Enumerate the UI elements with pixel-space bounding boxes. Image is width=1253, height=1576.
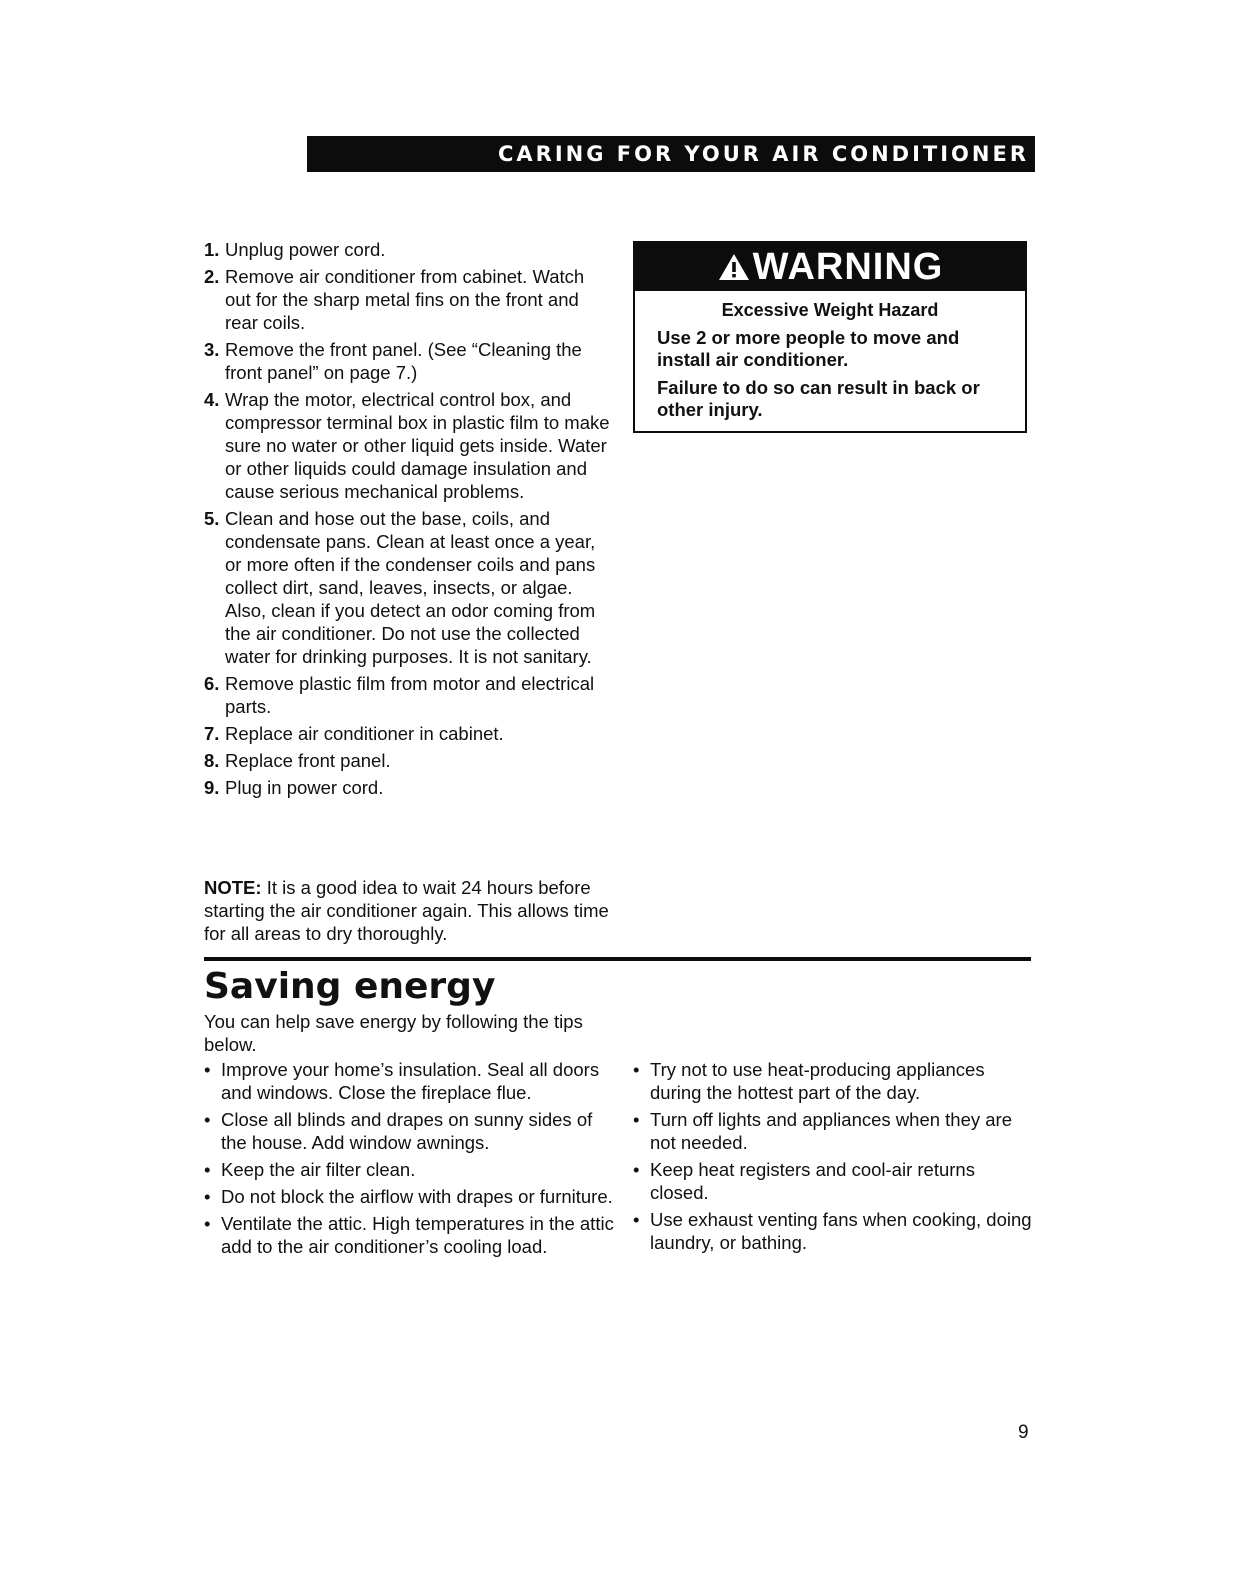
warning-subtitle: Excessive Weight Hazard (721, 300, 939, 320)
list-item (204, 507, 614, 668)
list-item (204, 1158, 619, 1181)
tip-text: Try not to use heat-producing appliances during the hottest part of the day. (650, 1059, 985, 1103)
section-header-bar (307, 136, 1035, 172)
list-item (633, 1208, 1033, 1254)
bullet-icon: • (633, 1159, 640, 1180)
tip-text: Keep heat registers and cool-air returns closed. (650, 1159, 975, 1203)
step-text: Replace front panel. (225, 750, 391, 771)
step-text: Plug in power cord. (225, 777, 384, 798)
section-header-title: CARING FOR YOUR AIR CONDITIONER (497, 142, 1029, 166)
warning-title: WARNING (752, 245, 944, 288)
step-text: Clean and hose out the base, coils, and condensate pans. Clean at least once a year, or more often if the condenser coils and pans collect dirt, sand, leaves, insects, or algae. Also, clean if you detect an odor coming from the air conditioner. Do not use the collected water for drinking purposes. It is not sanitary. (225, 508, 596, 667)
step-number: 7. (204, 723, 220, 744)
bullet-icon: • (633, 1209, 640, 1230)
list-item (204, 672, 614, 718)
section-title: Saving energy (204, 966, 496, 1007)
tip-text: Improve your home’s insulation. Seal all doors and windows. Close the fireplace flue. (221, 1059, 600, 1103)
list-item (633, 1158, 1033, 1204)
list-item (204, 388, 614, 503)
step-number: 2. (204, 266, 220, 287)
step-number: 9. (204, 777, 220, 798)
warning-line-1: Use 2 or more people to move and install air conditioner. (657, 327, 960, 370)
list-item (204, 1058, 619, 1104)
list-item (204, 776, 614, 799)
tip-text: Keep the air filter clean. (221, 1159, 416, 1180)
step-text: Wrap the motor, electrical control box, and compressor terminal box in plastic film to make sure no water or other liquid gets inside. Water or other liquids could damage insulation and cause serious mechanical problems. (225, 389, 610, 502)
list-item (204, 265, 614, 334)
step-number: 8. (204, 750, 220, 771)
intro-text: You can help save energy by following the tips below. (204, 1011, 583, 1055)
step-text: Remove plastic film from motor and electrical parts. (225, 673, 595, 717)
step-number: 4. (204, 389, 220, 410)
warning-header (635, 243, 1025, 291)
step-text: Remove air conditioner from cabinet. Watch out for the sharp metal fins on the front and rear coils. (225, 266, 585, 333)
note-label: NOTE: (204, 877, 262, 898)
tip-text: Close all blinds and drapes on sunny sides of the house. Add window awnings. (221, 1109, 593, 1153)
list-item (204, 338, 614, 384)
note-paragraph (204, 876, 614, 945)
bullet-icon: • (204, 1213, 211, 1234)
warning-triangle-icon (717, 252, 751, 282)
bullet-icon: • (204, 1186, 211, 1207)
step-text: Unplug power cord. (225, 239, 386, 260)
list-item (204, 1212, 619, 1258)
list-item (204, 1108, 619, 1154)
bullet-icon: • (204, 1159, 211, 1180)
tip-text: Ventilate the attic. High temperatures in the attic add to the air conditioner’s cooling load. (221, 1213, 614, 1257)
page-number: 9 (1018, 1422, 1029, 1443)
tip-text: Turn off lights and appliances when they are not needed. (650, 1109, 1013, 1153)
step-number: 6. (204, 673, 220, 694)
tip-text: Use exhaust venting fans when cooking, doing laundry, or bathing. (650, 1209, 1032, 1253)
steps-list (204, 238, 614, 803)
note-text: It is a good idea to wait 24 hours before starting the air conditioner again. This allows time for all areas to dry thoroughly. (204, 877, 609, 944)
step-number: 1. (204, 239, 220, 260)
list-item (204, 722, 614, 745)
list-item (204, 238, 614, 261)
tips-list-right (633, 1058, 1033, 1258)
tips-list-left (204, 1058, 619, 1262)
section-divider (204, 957, 1031, 961)
step-number: 5. (204, 508, 220, 529)
step-text: Replace air conditioner in cabinet. (225, 723, 504, 744)
bullet-icon: • (204, 1059, 211, 1080)
list-item (204, 749, 614, 772)
bullet-icon: • (633, 1109, 640, 1130)
bullet-icon: • (204, 1109, 211, 1130)
tip-text: Do not block the airflow with drapes or furniture. (221, 1186, 613, 1207)
step-number: 3. (204, 339, 220, 360)
list-item (204, 1185, 619, 1208)
warning-line-2: Failure to do so can result in back or other injury. (657, 377, 980, 420)
warning-box (633, 241, 1027, 433)
step-text: Remove the front panel. (See “Cleaning the front panel” on page 7.) (225, 339, 582, 383)
list-item (633, 1058, 1033, 1104)
list-item (633, 1108, 1033, 1154)
bullet-icon: • (633, 1059, 640, 1080)
